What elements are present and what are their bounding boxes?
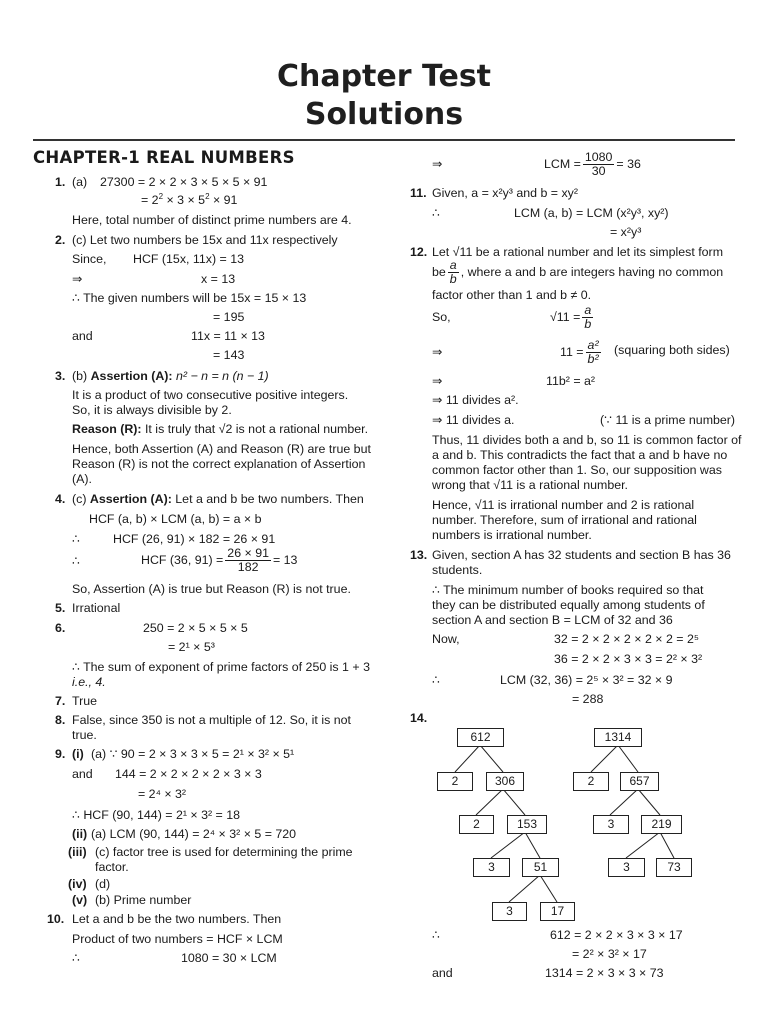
tree2-node-657: 657 <box>620 772 659 791</box>
q12-line5: 11 = $\frac{\text{a²}}{\text{b²}}$ <box>560 338 599 367</box>
tree2-node-73: 73 <box>656 858 692 877</box>
q12-line2: be $\frac{a}{b}$ , where a and b are integers having no common <box>432 258 724 287</box>
q8-number: 8. <box>55 713 66 727</box>
q10-therefore: ∴ <box>72 951 80 965</box>
tree1-node-17: 17 <box>540 902 575 921</box>
q9-line4: ∴ HCF (90, 144) = 2¹ × 3² = 18 <box>72 808 241 822</box>
q9-i: (i) <box>72 747 84 761</box>
q9-line8: (d) <box>95 877 111 891</box>
q6-line4: i.e., 4. <box>72 675 106 689</box>
q14-line2: = 2² × 3² × 17 <box>572 947 647 961</box>
q5-text: Irrational <box>72 601 121 615</box>
q9-line7: factor. <box>95 860 129 874</box>
q12-number: 12. <box>410 245 428 259</box>
tree1-node-2a: 2 <box>437 772 473 791</box>
q14-line1: 612 = 2 × 2 × 3 × 3 × 17 <box>550 928 683 942</box>
tree2-node-2: 2 <box>573 772 609 791</box>
q2-hcf: HCF (15x, 11x) = 13 <box>133 252 244 266</box>
q9-number: 9. <box>55 747 66 761</box>
q4-therefore1: ∴ <box>72 532 80 546</box>
q6-number: 6. <box>55 621 66 635</box>
tree1-node-612: 612 <box>457 728 504 747</box>
q11-therefore: ∴ <box>432 206 440 220</box>
q10-cont-arrow: ⇒ <box>432 157 443 171</box>
q12-squaring: (squaring both sides) <box>614 343 730 357</box>
q13-number: 13. <box>410 548 428 562</box>
q10-cont-lcm: LCM = $\frac{1080}{30}$ = 36 <box>544 150 641 179</box>
q3-line4: Reason (R): It is truly that √2 is not a rational number. <box>72 422 369 436</box>
q3-line5: Hence, both Assertion (A) and Reason (R) are true but <box>72 442 371 456</box>
tree1-node-3b: 3 <box>492 902 527 921</box>
q9-line2: 144 = 2 × 2 × 2 × 2 × 3 × 3 <box>115 767 262 781</box>
tree2-node-3a: 3 <box>593 815 629 834</box>
q4-line4: HCF (36, 91) = $\frac{26 \times 91}{182}$ = 13 <box>141 546 298 575</box>
q12-line12: wrong that √11 is a rational number. <box>432 478 628 492</box>
q12-so: So, <box>432 310 451 324</box>
q13-line4: they can be distributed equally among students of <box>432 598 705 612</box>
title-divider <box>33 139 735 141</box>
q9-v: (v) <box>72 893 88 907</box>
q9-line5: (a) LCM (90, 144) = 2⁴ × 3² × 5 = 720 <box>91 827 297 841</box>
q12-line6: 11b² = a² <box>546 374 596 388</box>
q2-since: Since, <box>72 252 107 266</box>
q14-number: 14. <box>410 711 428 725</box>
q7-number: 7. <box>55 694 66 708</box>
q13-line7: 36 = 2 × 2 × 3 × 3 = 2² × 3² <box>554 652 703 666</box>
q1-option: (a) <box>72 175 88 189</box>
q2-line6: 11x = 11 × 13 <box>191 329 265 343</box>
q2-number: 2. <box>55 233 66 247</box>
q2-line7: = 143 <box>213 348 245 362</box>
q1-line3: Here, total number of distinct prime numbers are 4. <box>72 213 352 227</box>
q9-line3: = 2⁴ × 3² <box>138 787 187 801</box>
q3-line1: (b) Assertion (A): n² − n = n (n − 1) <box>72 369 269 383</box>
q13-now: Now, <box>432 632 460 646</box>
q7-text: True <box>72 694 98 708</box>
q10-line1: Let a and b be the two numbers. Then <box>72 912 282 926</box>
q12-line7: ⇒ 11 divides a². <box>432 393 519 407</box>
q8-line1: False, since 350 is not a multiple of 12. So, it is not <box>72 713 351 727</box>
q8-line2: true. <box>72 728 97 742</box>
q4-line5: So, Assertion (A) is true but Reason (R) is not true. <box>72 582 351 596</box>
q4-line1: (c) Assertion (A): Let a and b be two numbers. Then <box>72 492 364 506</box>
q4-number: 4. <box>55 492 66 506</box>
q13-line9: = 288 <box>572 692 604 706</box>
q1-line1: 27300 = 2 × 2 × 3 × 5 × 5 × 91 <box>100 175 268 189</box>
tree2-node-3b: 3 <box>608 858 645 877</box>
q12-line13: Hence, √11 is irrational number and 2 is rational <box>432 498 695 512</box>
q12-line14: number. Therefore, sum of irrational and rational <box>432 513 697 527</box>
q12-line15: numbers is irrational number. <box>432 528 592 542</box>
page-title: Chapter Test Solutions <box>276 59 492 132</box>
q9-iii: (iii) <box>68 845 87 859</box>
q2-and: and <box>72 329 93 343</box>
q12-line10: a and b. This contradicts the fact that a and b have no <box>432 448 728 462</box>
q10-line2: Product of two numbers = HCF × LCM <box>72 932 283 946</box>
q2-line5: = 195 <box>213 310 245 324</box>
q9-and: and <box>72 767 93 781</box>
q9-line6: (c) factor tree is used for determining the prime <box>95 845 353 859</box>
tree2-node-219: 219 <box>641 815 682 834</box>
q14-therefore: ∴ <box>432 928 440 942</box>
q13-line8: LCM (32, 36) = 2⁵ × 3² = 32 × 9 <box>500 673 673 687</box>
q11-line1: Given, a = x²y³ and b = xy² <box>432 186 578 200</box>
q11-line2: LCM (a, b) = LCM (x²y³, xy²) <box>514 206 669 220</box>
q10-number: 10. <box>47 912 65 926</box>
q2-x: x = 13 <box>201 272 236 286</box>
q4-line3: HCF (26, 91) × 182 = 26 × 91 <box>113 532 276 546</box>
q10-line3: 1080 = 30 × LCM <box>181 951 277 965</box>
q9-iv: (iv) <box>68 877 87 891</box>
q12-line3: factor other than 1 and b ≠ 0. <box>432 288 592 302</box>
q9-line1: (a) ∵ 90 = 2 × 3 × 3 × 5 = 2¹ × 3² × 5¹ <box>91 747 295 761</box>
tree1-node-51: 51 <box>522 858 559 877</box>
q13-line2: students. <box>432 563 483 577</box>
tree1-node-306: 306 <box>486 772 524 791</box>
q5-number: 5. <box>55 601 66 615</box>
q3-line3: So, it is always divisible by 2. <box>72 403 232 417</box>
q2-arrow: ⇒ <box>72 272 83 286</box>
q11-number: 11. <box>410 186 427 200</box>
q13-line6: 32 = 2 × 2 × 2 × 2 × 2 = 2⁵ <box>554 632 699 646</box>
q12-arrow2: ⇒ <box>432 374 443 388</box>
q12-line4: √11 = $\frac{a}{b}$ <box>550 303 592 332</box>
q12-line9: Thus, 11 divides both a and b, so 11 is common factor of <box>432 433 742 447</box>
q9-line9: (b) Prime number <box>95 893 192 907</box>
q3-line7: (A). <box>72 472 92 486</box>
q1-number: 1. <box>55 175 66 189</box>
q13-line5: section A and section B = LCM of 32 and 36 <box>432 613 673 627</box>
tree2-node-1314: 1314 <box>594 728 642 747</box>
q13-therefore: ∴ <box>432 673 440 687</box>
q13-line1: Given, section A has 32 students and section B has 36 <box>432 548 731 562</box>
q2-line4: ∴ The given numbers will be 15x = 15 × 13 <box>72 291 307 305</box>
q3-number: 3. <box>55 369 66 383</box>
tree1-node-153: 153 <box>507 815 547 834</box>
q12-arrow1: ⇒ <box>432 345 443 359</box>
q9-ii: (ii) <box>72 827 88 841</box>
q4-therefore2: ∴ <box>72 554 80 568</box>
chapter-heading: CHAPTER-1 REAL NUMBERS <box>33 148 295 167</box>
q14-line3: 1314 = 2 × 3 × 3 × 73 <box>545 966 664 980</box>
q11-line3: = x²y³ <box>610 225 642 239</box>
q2-line1: (c) Let two numbers be 15x and 11x respectively <box>72 233 338 247</box>
tree1-node-2b: 2 <box>459 815 494 834</box>
q13-line3: ∴ The minimum number of books required so that <box>432 583 704 597</box>
tree1-node-3a: 3 <box>473 858 510 877</box>
q3-line2: It is a product of two consecutive positive integers. <box>72 388 349 402</box>
q14-and: and <box>432 966 453 980</box>
q12-line11: common factor other than 1. So, our supposition was <box>432 463 722 477</box>
q12-line1: Let √11 be a rational number and let its simplest form <box>432 245 724 259</box>
q12-line8: ⇒ 11 divides a. <box>432 413 515 427</box>
q1-line2: = $2^2 \times 3 \times 5^2 \times 91$ <box>141 192 238 207</box>
q6-line3: ∴ The sum of exponent of prime factors of 250 is 1 + 3 <box>72 660 370 674</box>
q4-line2: HCF (a, b) × LCM (a, b) = a × b <box>89 512 262 526</box>
q12-line8b: (∵ 11 is a prime number) <box>600 413 736 427</box>
q6-line2: = 2¹ × 5³ <box>168 640 215 654</box>
q3-line6: Reason (R) is not the correct explanation of Assertion <box>72 457 366 471</box>
q6-line1: 250 = 2 × 5 × 5 × 5 <box>143 621 248 635</box>
